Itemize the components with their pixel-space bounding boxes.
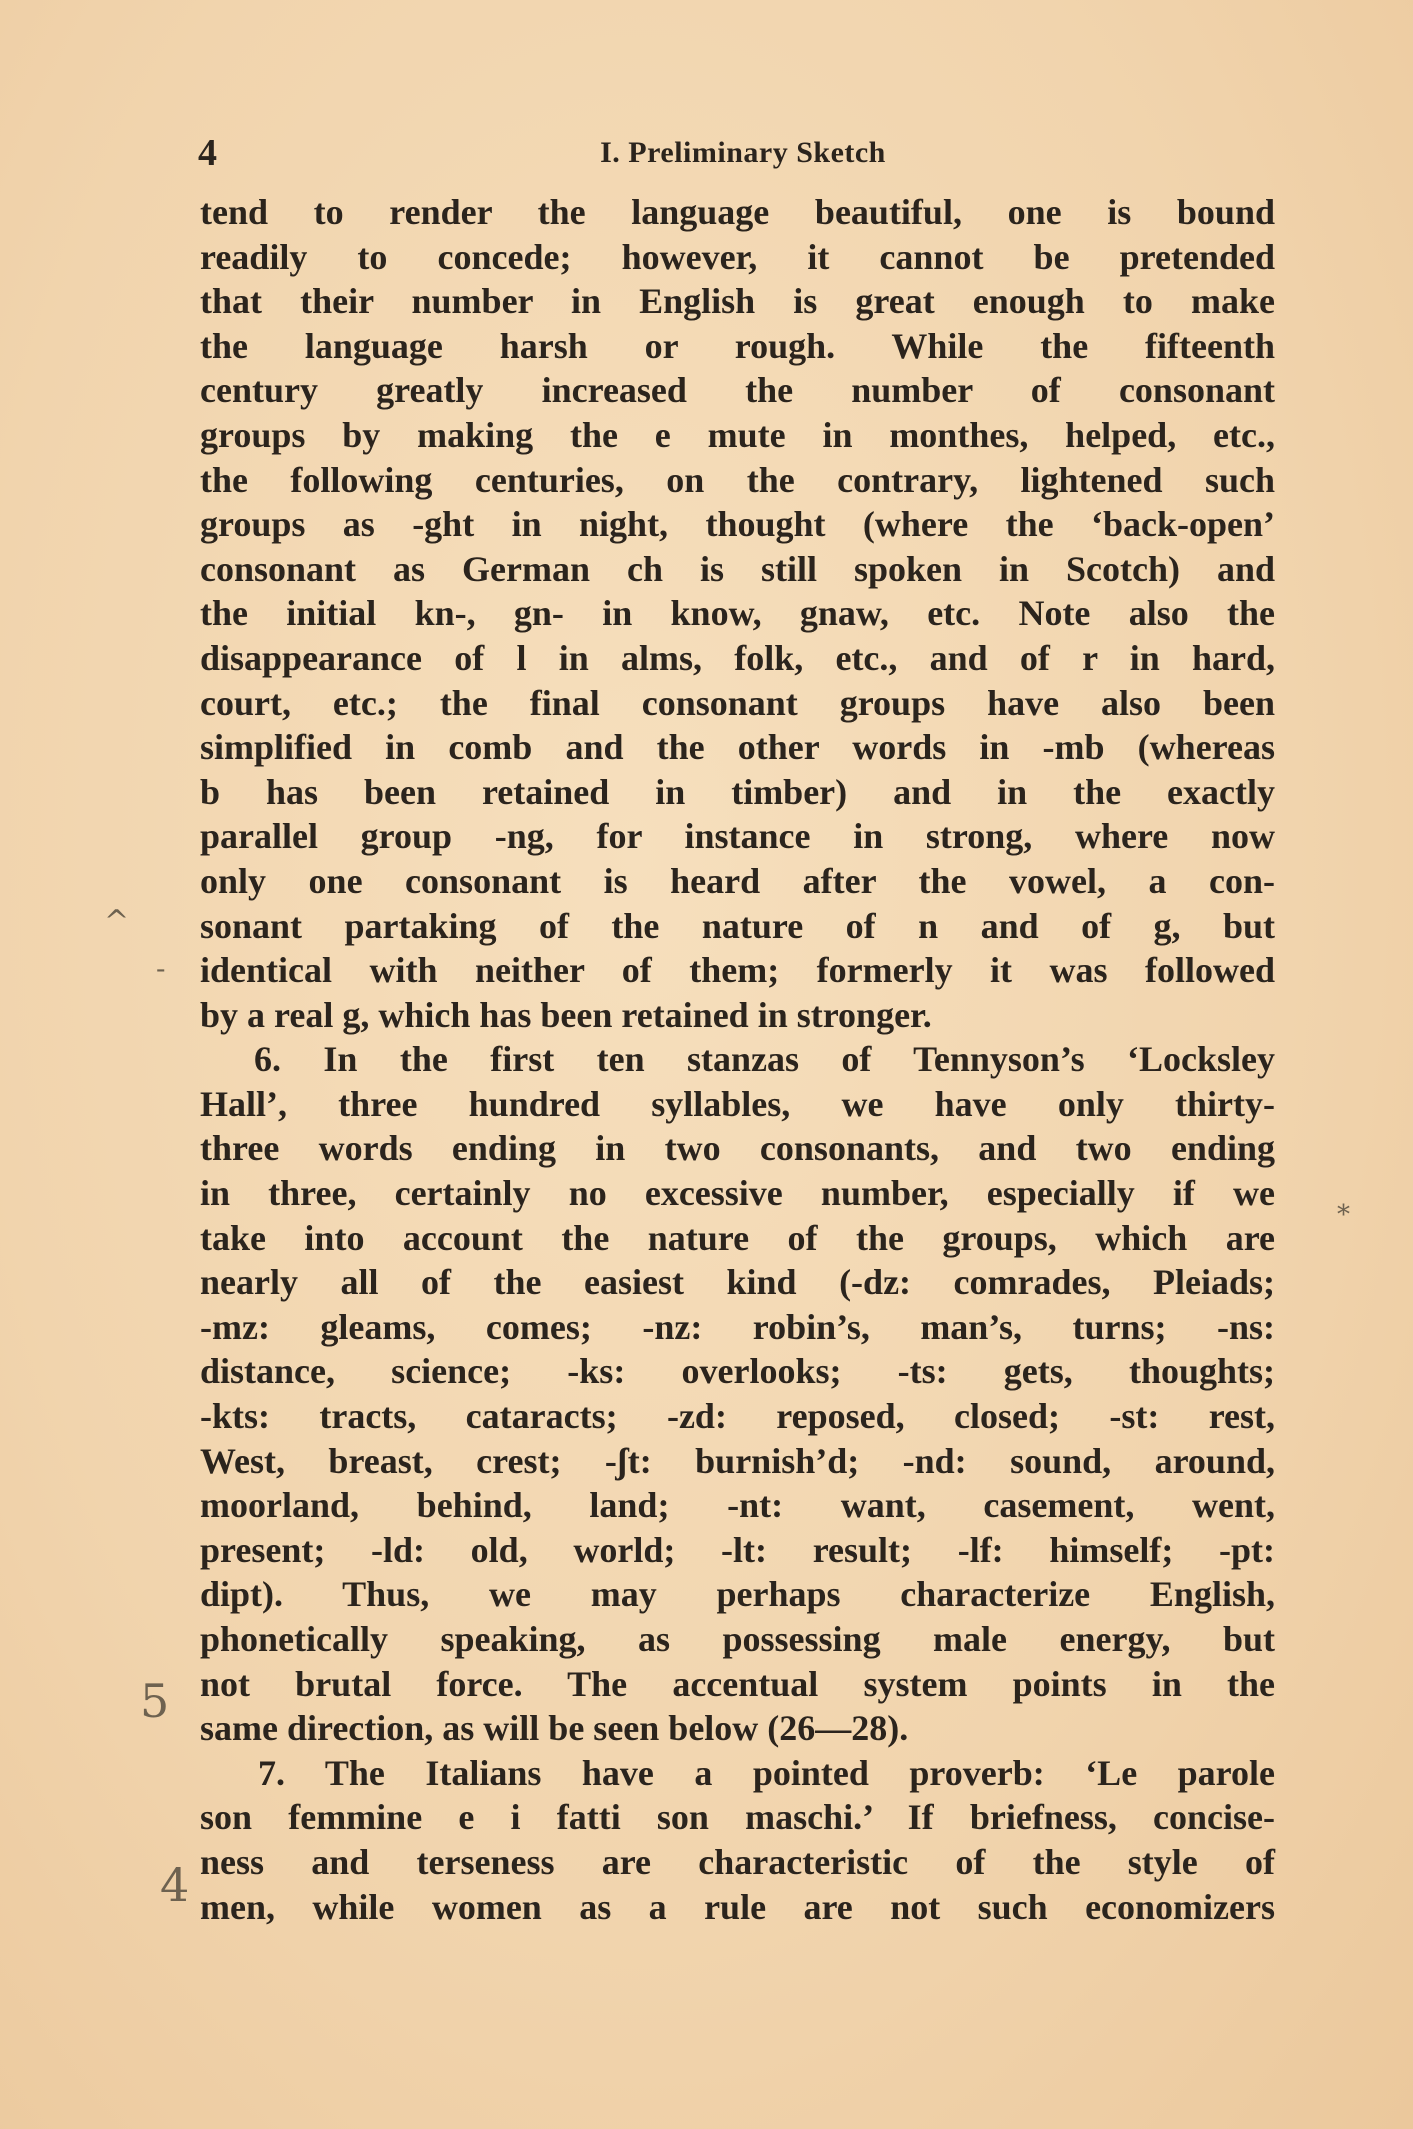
text-line: groups by making the e mute in monthes, helped, etc., xyxy=(200,414,1275,455)
running-title: I. Preliminary Sketch xyxy=(600,136,886,169)
text-line: by a real g, which has been retained in stronger. xyxy=(200,994,932,1035)
text-line: disappearance of l in alms, folk, etc., and of r in hard, xyxy=(200,637,1275,678)
text-line: not brutal force. The accentual system points in the xyxy=(200,1663,1275,1704)
text-line: same direction, as will be seen below (26—28). xyxy=(200,1708,909,1749)
text-line: sonant partaking of the nature of n and of g, but xyxy=(200,905,1275,946)
text-line: tend to render the language beautiful, one is bound xyxy=(200,192,1275,232)
section-6-start: 6. In the first ten stanzas of Tennyson’s ‘Locksley xyxy=(254,1039,1275,1080)
page-header xyxy=(198,128,1288,178)
text-line: Hall’, three hundred syllables, we have only thirty- xyxy=(200,1083,1275,1124)
margin-mark: * xyxy=(1337,1200,1350,1230)
text-line: three words ending in two consonants, and two ending xyxy=(200,1128,1275,1169)
section-7-start: 7. The Italians have a pointed proverb: ‘Le parole xyxy=(258,1752,1275,1793)
text-line: take into account the nature of the groups, which are xyxy=(200,1217,1275,1258)
text-line: in three, certainly no excessive number, especially if we xyxy=(200,1173,1275,1214)
body-text xyxy=(200,190,1275,1929)
text-line: only one consonant is heard after the vowel, a con- xyxy=(200,860,1275,901)
text-line: century greatly increased the number of consonant xyxy=(200,370,1275,411)
text-line: dipt). Thus, we may perhaps characterize English, xyxy=(200,1574,1275,1615)
text-line: that their number in English is great enough to make xyxy=(200,281,1275,322)
text-line: groups as -ght in night, thought (where the ‘back-open’ xyxy=(200,504,1275,545)
text-line: -mz: gleams, comes; -nz: robin’s, man’s, turns; -ns: xyxy=(200,1306,1275,1347)
text-line: consonant as German ch is still spoken in Scotch) and xyxy=(200,548,1275,589)
text-line: parallel group -ng, for instance in strong, where now xyxy=(200,816,1275,857)
text-line: ness and terseness are characteristic of the style of xyxy=(200,1841,1275,1882)
text-line: -kts: tracts, cataracts; -zd: reposed, closed; -st: rest, xyxy=(200,1396,1275,1437)
text-line: moorland, behind, land; -nt: want, casement, went, xyxy=(200,1485,1275,1526)
text-line: nearly all of the easiest kind (-dz: comrades, Pleiads; xyxy=(200,1262,1275,1303)
text-line: the following centuries, on the contrary, lightened such xyxy=(200,459,1275,500)
text-line: men, while women as a rule are not such economizers xyxy=(200,1886,1275,1927)
text-line: the language harsh or rough. While the fifteenth xyxy=(200,325,1275,366)
margin-mark: 5 xyxy=(140,1674,170,1728)
text-line: court, etc.; the final consonant groups have also been xyxy=(200,682,1275,723)
text-line: West, breast, crest; -ʃt: burnish’d; -nd: sound, around, xyxy=(200,1440,1275,1481)
text-line: son femmine e i fatti son maschi.’ If briefness, concise- xyxy=(200,1797,1275,1838)
text-line: phonetically speaking, as possessing male energy, but xyxy=(200,1619,1275,1659)
margin-mark: - xyxy=(156,952,166,985)
text-line: b has been retained in timber) and in the exactly xyxy=(200,771,1275,812)
text-line: the initial kn-, gn- in know, gnaw, etc. Note also the xyxy=(200,593,1275,634)
text-line: present; -ld: old, world; -lt: result; -lf: himself; -pt: xyxy=(200,1529,1275,1570)
text-line: simplified in comb and the other words in -mb (whereas xyxy=(200,727,1275,768)
page-number: 4 xyxy=(198,132,217,174)
text-line: identical with neither of them; formerly it was followed xyxy=(200,950,1275,991)
text-line: distance, science; -ks: overlooks; -ts: gets, thoughts; xyxy=(200,1351,1275,1392)
margin-mark: 4 xyxy=(160,1858,190,1912)
text-line: readily to concede; however, it cannot be pretended xyxy=(200,236,1275,277)
margin-mark: ^ xyxy=(104,904,130,939)
